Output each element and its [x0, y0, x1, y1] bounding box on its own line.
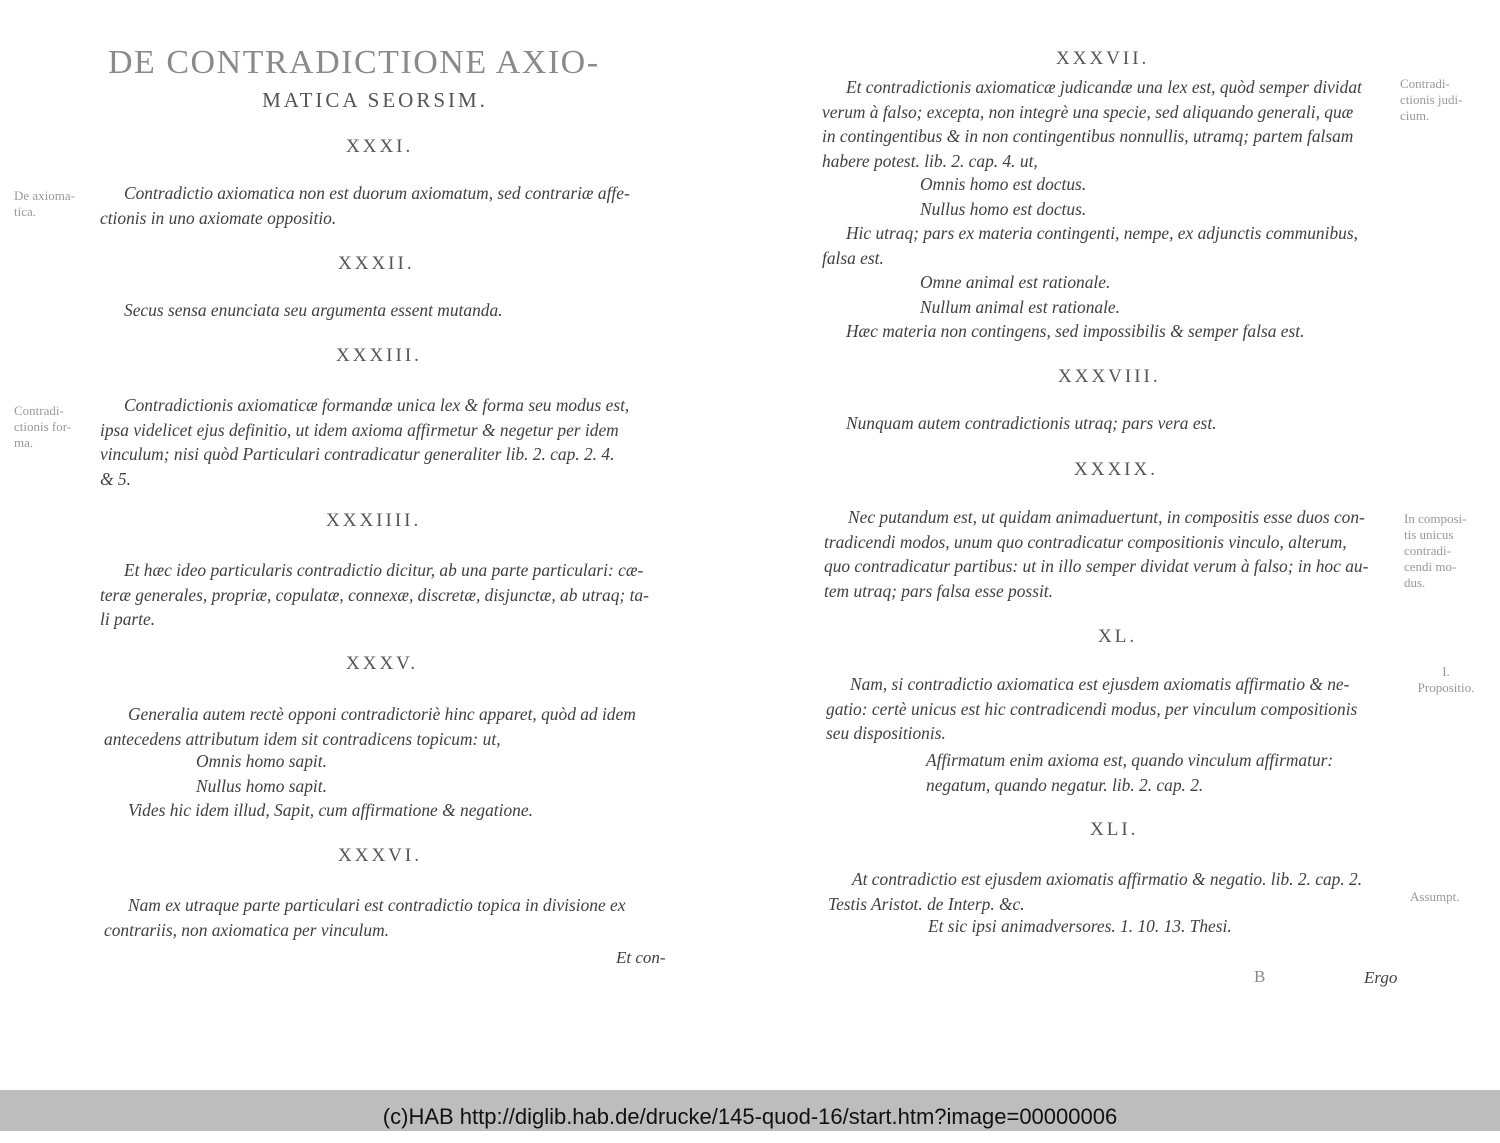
section-paragraph: Nam ex utraque parte particulari est contradictio topica in divisione ex contrariis, non axiomatica per vinculum. [104, 895, 626, 940]
section-paragraph: Nec putandum est, ut quidam animaduertunt, in compositis esse duos con- tradicendi modos, unum quo contradicatur compositionis vinculo, alterum, quo contradicatur partibus: ut in illo semper dividat verum à falso; in hoc au- tem utraq; pars falsa esse possit. [824, 507, 1369, 601]
page-subtitle: MATICA SEORSIM. [262, 88, 488, 112]
section-paragraph: Et hæc ideo particularis contradictio dicitur, ab una parte particulari: cæ- teræ generales, propriæ, copulatæ, connexæ, discretæ, disjunctæ, ab utraq; ta- li parte. [100, 560, 649, 629]
section-paragraph: Hic utraq; pars ex materia contingenti, nempe, ex adjunctis communibus, falsa est. [822, 223, 1358, 268]
section-number: XXXVI. [338, 845, 422, 866]
section-number: XXXIIII. [326, 510, 422, 531]
section-number: XXXVII. [1056, 48, 1150, 69]
left-page [0, 0, 750, 1090]
section-number: XXXI. [346, 136, 414, 157]
right-page [750, 0, 1500, 1090]
section-number: XLI. [1090, 819, 1139, 840]
section-number: XXXIII. [336, 345, 422, 366]
section-number: XL. [1098, 626, 1138, 647]
copyright-footer [0, 1090, 1500, 1131]
example-lines: Omnis homo est doctus. Nullus homo est doctus. [920, 174, 1087, 219]
section-paragraph: Secus sensa enunciata seu argumenta essent mutanda. [124, 300, 503, 320]
margin-note: Contradi- ctionis for- ma. [14, 403, 72, 450]
margin-note: Assumpt. [1410, 889, 1460, 904]
section-paragraph: Nunquam autem contradictionis utraq; pars vera est. [846, 413, 1217, 433]
section-paragraph: At contradictio est ejusdem axiomatis affirmatio & negatio. lib. 2. cap. 2. Testis Aristot. de Interp. &c. [828, 869, 1363, 914]
footer-text: (c)HAB http://diglib.hab.de/drucke/145-quod-16/start.htm?image=00000006 [382, 1104, 1118, 1129]
sub-lines: Affirmatum enim axioma est, quando vinculum affirmatur: negatum, quando negatur. lib. 2. cap. 2. [926, 750, 1334, 795]
section-number: XXXII. [338, 253, 415, 274]
section-paragraph: Et contradictionis axiomaticæ judicandæ una lex est, quòd semper dividat verum à falso; excepta, non integrè una specie, sed aliquando generali, quæ in contingentibus & in non contingentibus nonnullis, utramq; partem falsam habere potest. lib. 2. cap. 4. ut, [822, 77, 1362, 171]
margin-note: Contradi- ctionis judi- cium. [1400, 76, 1463, 123]
catchword: Ergo [1364, 968, 1398, 987]
section-number: XXXVIII. [1058, 366, 1161, 387]
section-paragraph: Generalia autem rectè opponi contradictoriè hinc apparet, quòd ad idem antecedens attributum idem sit contradicens topicum: ut, [104, 704, 636, 749]
section-paragraph: Contradictio axiomatica non est duorum axiomatum, sed contrariæ affe- ctionis in uno axiomate oppositio. [100, 183, 630, 228]
closing-line: Vides hic idem illud, Sapit, cum affirmatione & negatione. [128, 800, 533, 820]
section-paragraph: Contradictionis axiomaticæ formandæ unica lex & forma seu modus est, ipsa videlicet ejus definitio, ut idem axioma affirmetur & negetur per idem vinculum; nisi quòd Particulari contradicatur generaliter lib. 2. cap. 2. 4. & 5. [100, 395, 630, 489]
example-lines: Omne animal est rationale. Nullum animal est rationale. [920, 272, 1120, 317]
section-paragraph: Nam, si contradictio axiomatica est ejusdem axiomatis affirmatio & ne- gatio: certè unicus est hic contradicendi modus, per vinculum compositionis seu dispositionis. [826, 674, 1358, 743]
margin-note: In composi- tis unicus contradi- cendi mo- dus. [1404, 511, 1467, 590]
example-lines: Omnis homo sapit. Nullus homo sapit. [196, 751, 327, 796]
catchword: Et con- [616, 948, 666, 967]
section-number: XXXV. [346, 653, 419, 674]
signature-mark: B [1254, 967, 1266, 986]
page-title: DE CONTRADICTIONE AXIO- [108, 44, 600, 81]
margin-note: I. Propositio. [1417, 664, 1475, 695]
section-number: XXXIX. [1074, 459, 1158, 480]
closing-line: Hæc materia non contingens, sed impossibilis & semper falsa est. [846, 321, 1305, 341]
sub-lines: Et sic ipsi animadversores. 1. 10. 13. Thesi. [928, 916, 1232, 936]
margin-note: De axioma- tica. [14, 188, 76, 219]
